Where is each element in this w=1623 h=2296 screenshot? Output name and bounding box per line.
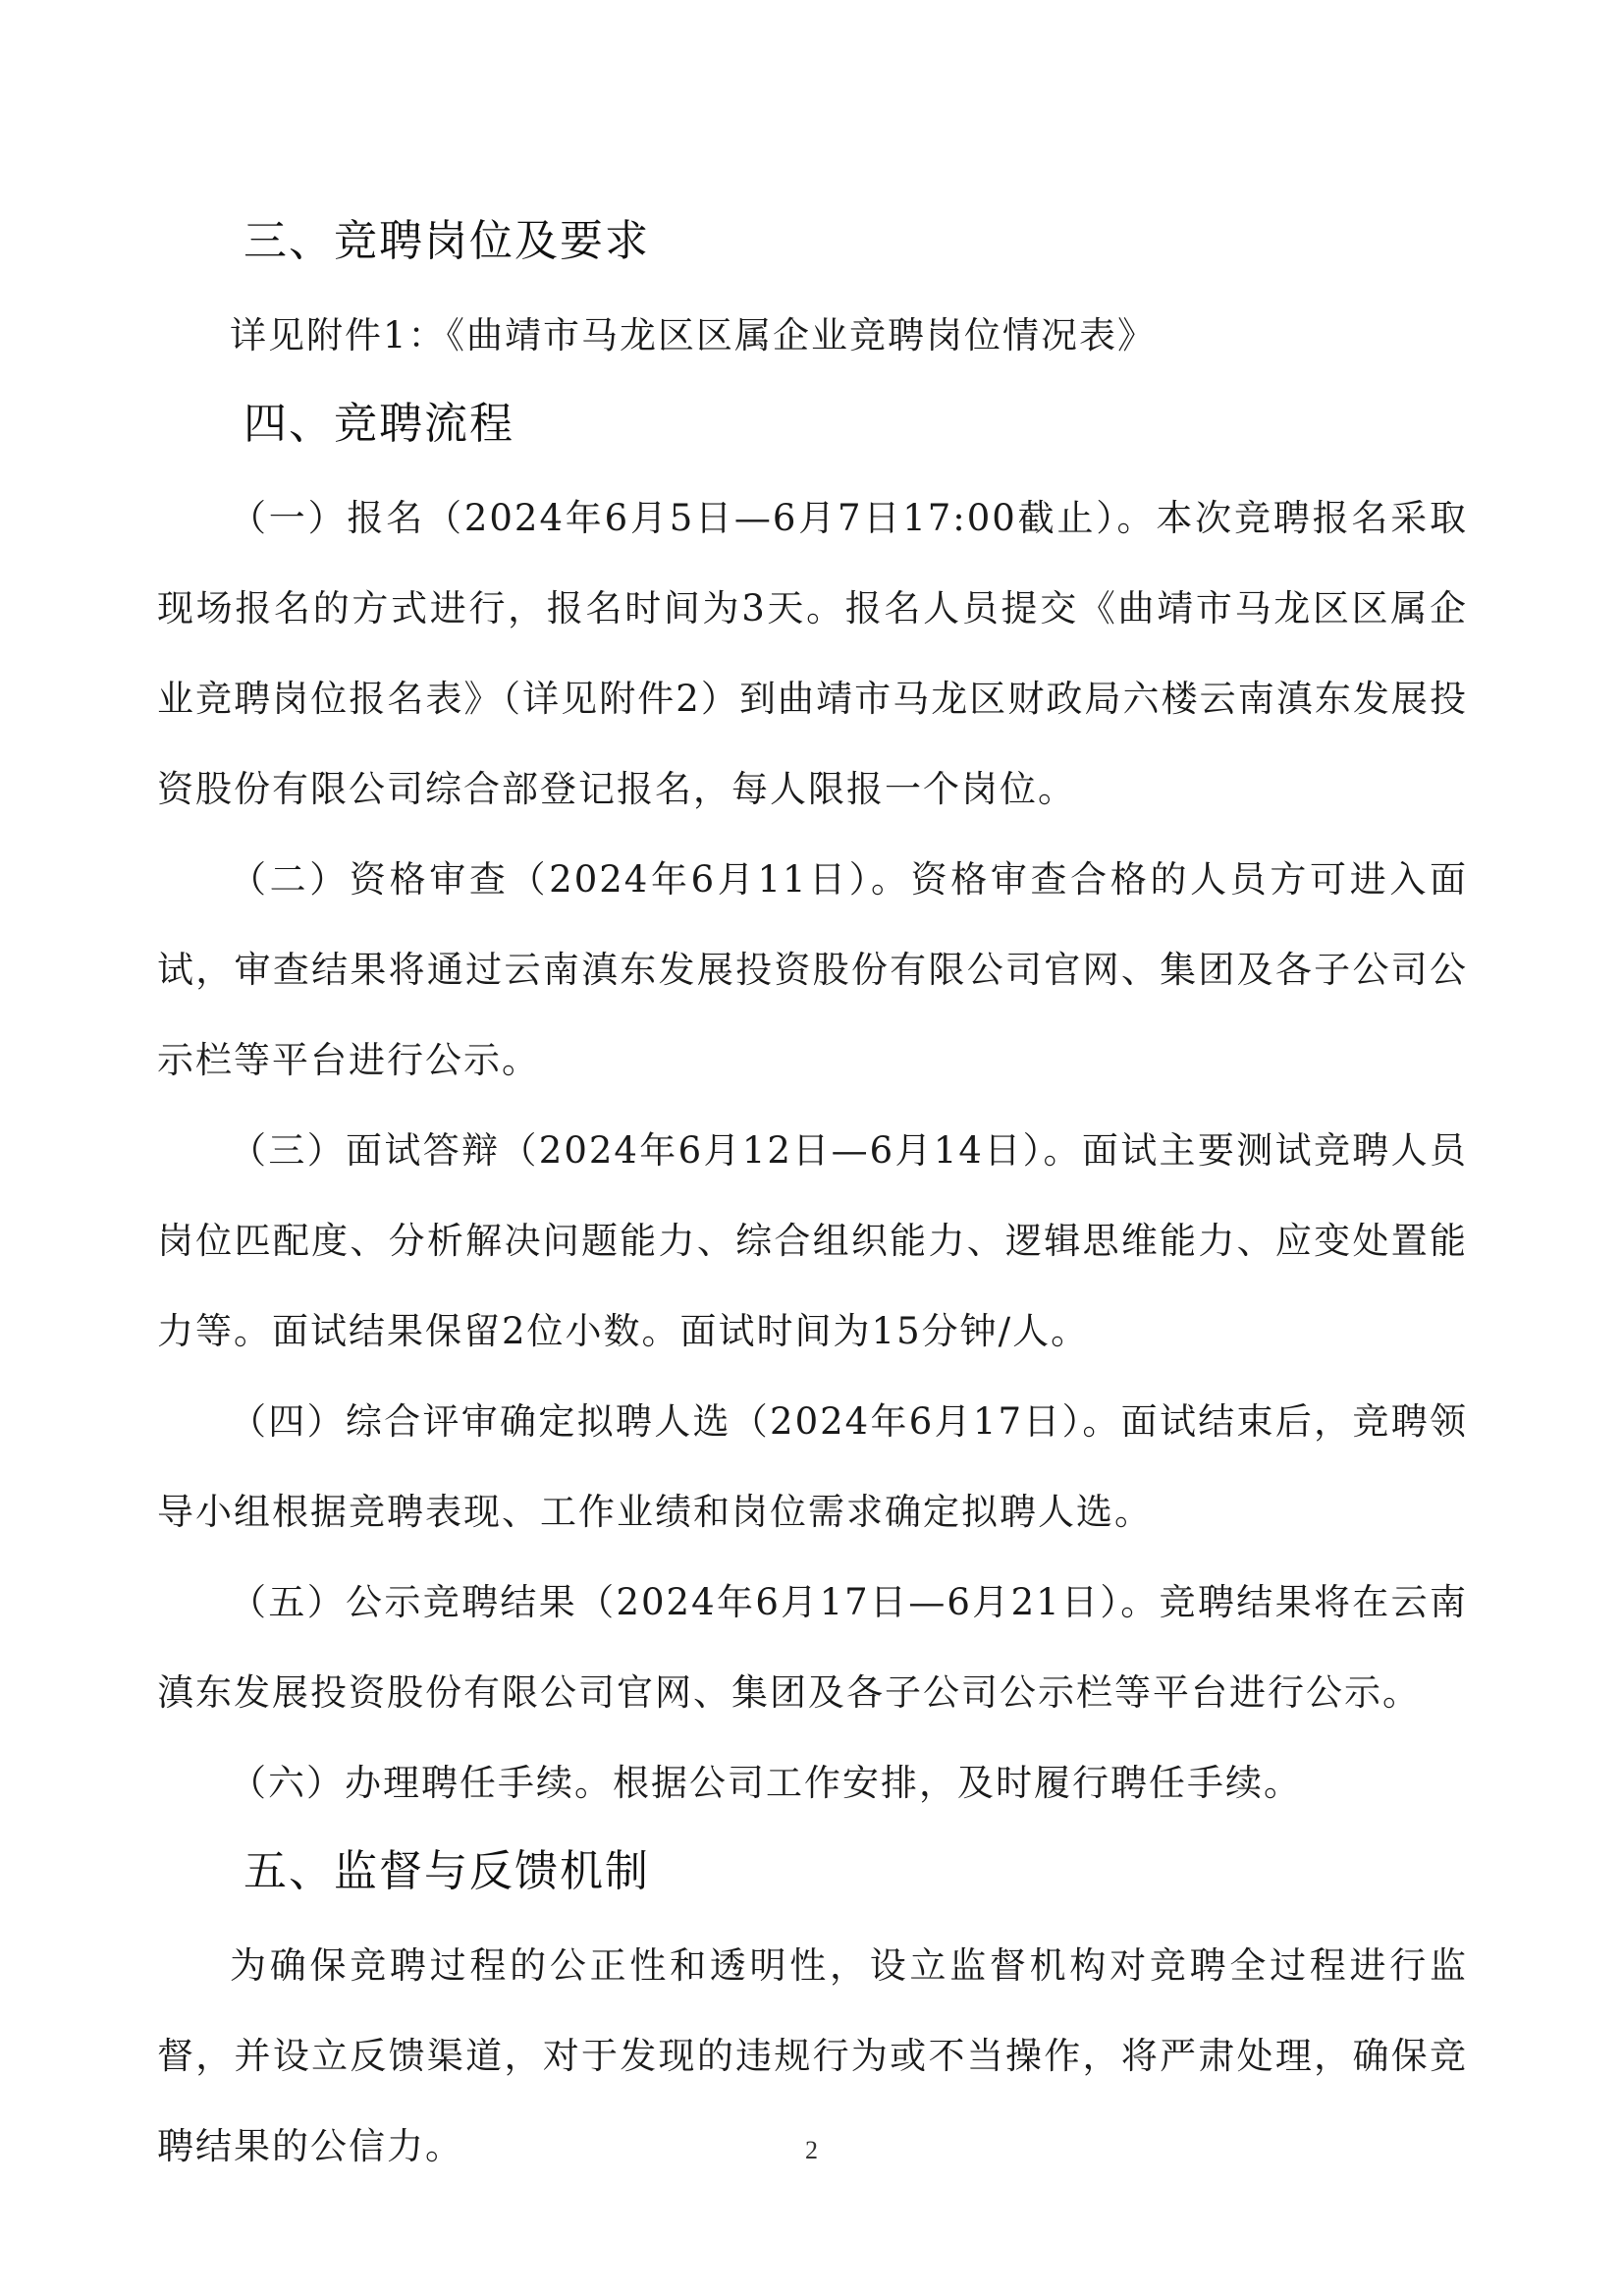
paragraph-appointment: （六）办理聘任手续。根据公司工作安排，及时履行聘任手续。 — [230, 1762, 1302, 1804]
paragraph-qualification-review: （二）资格审查（2024年6月11日）。资格审查合格的人员方可进入面试，审查结果将通过云南滇东发展投资股份有限公司官网、集团及各子公司公示栏等平台进行公示。 — [157, 858, 1468, 1081]
section-heading-process: 四、竞聘流程 — [243, 399, 514, 449]
section-heading-positions: 三、竞聘岗位及要求 — [243, 216, 650, 266]
paragraph-comprehensive-review: （四）综合评审确定拟聘人选（2024年6月17日）。面试结束后，竞聘领导小组根据竞聘表现、工作业绩和岗位需求确定拟聘人选。 — [157, 1400, 1468, 1533]
paragraph-attachment-1: 详见附件1：《曲靖市马龙区区属企业竞聘岗位情况表》 — [230, 314, 1157, 356]
paragraph-publicity: （五）公示竞聘结果（2024年6月17日—6月21日）。竞聘结果将在云南滇东发展投资股份有限公司官网、集团及各子公司公示栏等平台进行公示。 — [157, 1581, 1468, 1714]
paragraph-registration: （一）报名（2024年6月5日—6月7日17:00截止）。本次竞聘报名采取现场报名的方式进行，报名时间为3天。报名人员提交《曲靖市马龙区区属企业竞聘岗位报名表》（详见附件2）到曲靖市马龙区财政局六楼云南滇东发展投资股份有限公司综合部登记报名，每人限报一个岗位。 — [157, 497, 1468, 810]
paragraph-supervision: 为确保竞聘过程的公正性和透明性，设立监督机构对竞聘全过程进行监督，并设立反馈渠道，对于发现的违规行为或不当操作，将严肃处理，确保竞聘结果的公信力。 — [157, 1944, 1468, 2167]
page-number: 2 — [805, 2136, 818, 2164]
paragraph-interview: （三）面试答辩（2024年6月12日—6月14日）。面试主要测试竞聘人员岗位匹配度、分析解决问题能力、综合组织能力、逻辑思维能力、应变处置能力等。面试结果保留2位小数。面试时间为15分钟/人。 — [157, 1129, 1468, 1352]
section-heading-supervision: 五、监督与反馈机制 — [243, 1846, 650, 1896]
document-body — [157, 206, 1468, 2192]
